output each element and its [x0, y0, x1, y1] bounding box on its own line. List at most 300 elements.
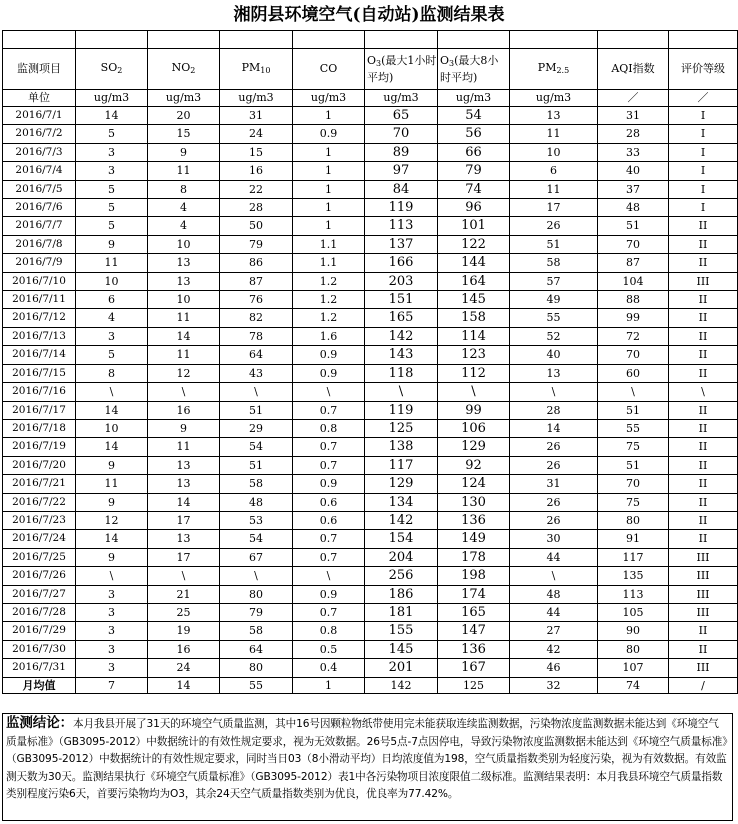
row-cell: 178 — [438, 548, 510, 566]
row-cell: 0.9 — [293, 475, 365, 493]
unit-aqi: ／ — [598, 90, 669, 107]
row-cell: 101 — [438, 217, 510, 235]
row-cell: 14 — [76, 107, 148, 125]
unit-label: 单位 — [3, 90, 76, 107]
row-cell: \ — [76, 383, 148, 401]
row-cell: 58 — [220, 475, 293, 493]
row-cell: 1 — [293, 199, 365, 217]
row-cell: 84 — [365, 180, 438, 198]
row-date: 2016/7/20 — [3, 456, 76, 474]
row-date: 2016/7/16 — [3, 383, 76, 401]
row-cell: 5 — [76, 180, 148, 198]
row-cell: 6 — [76, 291, 148, 309]
row-cell: 135 — [598, 567, 669, 585]
row-cell: 11 — [510, 125, 598, 143]
row-cell: 51 — [220, 401, 293, 419]
unit-o3-8h: ug/m3 — [438, 90, 510, 107]
row-cell: 3 — [76, 327, 148, 345]
row-cell: 16 — [148, 401, 220, 419]
row-cell: 92 — [438, 456, 510, 474]
row-cell: 143 — [365, 346, 438, 364]
row-cell: 130 — [438, 493, 510, 511]
row-cell: 26 — [510, 438, 598, 456]
row-date: 2016/7/22 — [3, 493, 76, 511]
row-cell: \ — [76, 567, 148, 585]
row-date: 2016/7/29 — [3, 622, 76, 640]
row-date: 2016/7/14 — [3, 346, 76, 364]
row-cell: 76 — [220, 291, 293, 309]
row-cell: 14 — [76, 401, 148, 419]
row-cell: I — [669, 125, 738, 143]
row-cell: 27 — [510, 622, 598, 640]
row-cell: 72 — [598, 327, 669, 345]
average-cell: 55 — [220, 677, 293, 693]
row-cell: 0.7 — [293, 603, 365, 621]
row-cell: 112 — [438, 364, 510, 382]
row-cell: 99 — [598, 309, 669, 327]
row-cell: 44 — [510, 603, 598, 621]
header-o3-8h: $O_3$(最大8小时平均) — [438, 49, 510, 90]
row-cell: 13 — [148, 254, 220, 272]
row-cell: 64 — [220, 640, 293, 658]
header-pm10: $PM_{10}$ — [220, 49, 293, 90]
row-cell: 0.7 — [293, 401, 365, 419]
row-cell: 10 — [148, 235, 220, 253]
row-cell: 31 — [598, 107, 669, 125]
row-cell: 149 — [438, 530, 510, 548]
row-cell: 3 — [76, 603, 148, 621]
row-cell: 87 — [598, 254, 669, 272]
row-cell: II — [669, 530, 738, 548]
row-date: 2016/7/2 — [3, 125, 76, 143]
row-cell: 165 — [365, 309, 438, 327]
row-cell: II — [669, 401, 738, 419]
row-cell: 40 — [510, 346, 598, 364]
row-cell: 43 — [220, 364, 293, 382]
row-cell: 147 — [438, 622, 510, 640]
row-cell: 91 — [598, 530, 669, 548]
table-row — [3, 548, 738, 566]
header-no2: $NO_2$ — [148, 49, 220, 90]
row-cell: 3 — [76, 143, 148, 161]
average-cell: 1 — [293, 677, 365, 693]
row-cell: 137 — [365, 235, 438, 253]
row-cell: II — [669, 254, 738, 272]
row-cell: 13 — [510, 364, 598, 382]
row-cell: II — [669, 327, 738, 345]
row-cell: 1.2 — [293, 291, 365, 309]
table-row — [3, 125, 738, 143]
row-cell: 1.1 — [293, 254, 365, 272]
row-cell: 28 — [510, 401, 598, 419]
row-cell: II — [669, 309, 738, 327]
row-cell: 186 — [365, 585, 438, 603]
row-cell: II — [669, 456, 738, 474]
row-cell: 114 — [438, 327, 510, 345]
row-date: 2016/7/18 — [3, 419, 76, 437]
row-cell: 51 — [598, 401, 669, 419]
row-cell: 3 — [76, 622, 148, 640]
row-cell: 46 — [510, 659, 598, 677]
row-date: 2016/7/27 — [3, 585, 76, 603]
row-cell: 3 — [76, 640, 148, 658]
row-cell: 5 — [76, 346, 148, 364]
row-date: 2016/7/31 — [3, 659, 76, 677]
row-cell: 24 — [220, 125, 293, 143]
row-cell: 79 — [220, 603, 293, 621]
row-cell: 8 — [148, 180, 220, 198]
row-cell: 155 — [365, 622, 438, 640]
row-cell: 99 — [438, 401, 510, 419]
row-cell: I — [669, 199, 738, 217]
row-cell: 10 — [510, 143, 598, 161]
row-cell: 19 — [148, 622, 220, 640]
row-cell: \ — [669, 383, 738, 401]
row-cell: 55 — [510, 309, 598, 327]
row-cell: 50 — [220, 217, 293, 235]
conclusion-lead: 监测结论： — [6, 715, 73, 731]
row-cell: 28 — [220, 199, 293, 217]
unit-co: ug/m3 — [293, 90, 365, 107]
row-cell: \ — [220, 567, 293, 585]
table-row — [3, 272, 738, 290]
row-cell: 105 — [598, 603, 669, 621]
row-cell: 55 — [598, 419, 669, 437]
table-row — [3, 254, 738, 272]
table-row — [3, 493, 738, 511]
row-cell: I — [669, 180, 738, 198]
row-cell: 198 — [438, 567, 510, 585]
row-cell: 151 — [365, 291, 438, 309]
table-row — [3, 456, 738, 474]
row-cell: 145 — [438, 291, 510, 309]
row-cell: 52 — [510, 327, 598, 345]
table-row — [3, 511, 738, 529]
row-cell: III — [669, 548, 738, 566]
row-cell: 125 — [365, 419, 438, 437]
row-cell: 8 — [76, 364, 148, 382]
row-date: 2016/7/15 — [3, 364, 76, 382]
row-cell: 11 — [76, 475, 148, 493]
row-cell: 28 — [598, 125, 669, 143]
table-row — [3, 419, 738, 437]
row-cell: 44 — [510, 548, 598, 566]
row-cell: \ — [293, 383, 365, 401]
row-cell: I — [669, 143, 738, 161]
row-cell: 11 — [148, 346, 220, 364]
row-date: 2016/7/19 — [3, 438, 76, 456]
table-row — [3, 327, 738, 345]
row-cell: 13 — [148, 530, 220, 548]
row-cell: 66 — [438, 143, 510, 161]
row-cell: \ — [293, 567, 365, 585]
row-cell: II — [669, 640, 738, 658]
unit-so2: ug/m3 — [76, 90, 148, 107]
average-row — [3, 677, 738, 693]
row-cell: 3 — [76, 162, 148, 180]
row-cell: 1.2 — [293, 309, 365, 327]
row-cell: 13 — [148, 272, 220, 290]
row-cell: II — [669, 475, 738, 493]
row-cell: III — [669, 272, 738, 290]
average-cell: 142 — [365, 677, 438, 693]
row-date: 2016/7/5 — [3, 180, 76, 198]
row-cell: 79 — [220, 235, 293, 253]
row-cell: 64 — [220, 346, 293, 364]
row-cell: 70 — [598, 475, 669, 493]
row-cell: 26 — [510, 456, 598, 474]
row-cell: 58 — [220, 622, 293, 640]
row-cell: 9 — [76, 493, 148, 511]
row-cell: 134 — [365, 493, 438, 511]
row-cell: 12 — [76, 511, 148, 529]
table-row — [3, 567, 738, 585]
row-date: 2016/7/30 — [3, 640, 76, 658]
row-cell: 25 — [148, 603, 220, 621]
row-cell: 3 — [76, 659, 148, 677]
row-date: 2016/7/9 — [3, 254, 76, 272]
row-cell: 9 — [148, 419, 220, 437]
row-cell: 1 — [293, 162, 365, 180]
unit-pm10: ug/m3 — [220, 90, 293, 107]
row-cell: 107 — [598, 659, 669, 677]
row-cell: 11 — [148, 309, 220, 327]
row-cell: 0.8 — [293, 419, 365, 437]
row-cell: 16 — [220, 162, 293, 180]
row-cell: 1 — [293, 217, 365, 235]
row-cell: 0.5 — [293, 640, 365, 658]
row-cell: 17 — [148, 511, 220, 529]
header-grade: 评价等级 — [669, 49, 738, 90]
row-cell: 40 — [598, 162, 669, 180]
average-cell: 14 — [148, 677, 220, 693]
table-row — [3, 401, 738, 419]
unit-no2: ug/m3 — [148, 90, 220, 107]
table-row — [3, 143, 738, 161]
row-cell: \ — [598, 383, 669, 401]
row-cell: 58 — [510, 254, 598, 272]
row-cell: 48 — [510, 585, 598, 603]
unit-grade: ／ — [669, 90, 738, 107]
row-cell: 181 — [365, 603, 438, 621]
row-cell: 78 — [220, 327, 293, 345]
row-cell: 14 — [148, 493, 220, 511]
row-cell: \ — [148, 567, 220, 585]
row-cell: 129 — [438, 438, 510, 456]
row-cell: 86 — [220, 254, 293, 272]
row-cell: II — [669, 235, 738, 253]
row-cell: 97 — [365, 162, 438, 180]
row-cell: 11 — [510, 180, 598, 198]
row-cell: 154 — [365, 530, 438, 548]
table-row — [3, 309, 738, 327]
row-cell: 0.9 — [293, 364, 365, 382]
row-cell: II — [669, 511, 738, 529]
row-cell: 167 — [438, 659, 510, 677]
row-cell: 22 — [220, 180, 293, 198]
row-cell: 21 — [148, 585, 220, 603]
row-cell: 113 — [598, 585, 669, 603]
row-cell: 4 — [76, 309, 148, 327]
row-cell: 256 — [365, 567, 438, 585]
header-so2: $SO_2$ — [76, 49, 148, 90]
row-cell: 0.6 — [293, 493, 365, 511]
row-cell: 9 — [76, 456, 148, 474]
row-cell: 51 — [598, 217, 669, 235]
unit-row — [3, 90, 738, 107]
row-cell: 119 — [365, 401, 438, 419]
row-cell: 122 — [438, 235, 510, 253]
row-cell: 145 — [365, 640, 438, 658]
monitoring-conclusion — [2, 713, 733, 821]
row-cell: 136 — [438, 511, 510, 529]
row-cell: I — [669, 162, 738, 180]
row-cell: \ — [148, 383, 220, 401]
row-cell: 80 — [598, 511, 669, 529]
row-cell: 5 — [76, 217, 148, 235]
row-cell: 14 — [510, 419, 598, 437]
row-cell: 65 — [365, 107, 438, 125]
row-date: 2016/7/1 — [3, 107, 76, 125]
row-cell: II — [669, 438, 738, 456]
row-cell: 0.7 — [293, 456, 365, 474]
table-row — [3, 438, 738, 456]
row-cell: 12 — [148, 364, 220, 382]
row-cell: 113 — [365, 217, 438, 235]
header-row — [3, 49, 738, 90]
average-cell: 7 — [76, 677, 148, 693]
row-cell: 75 — [598, 493, 669, 511]
row-date: 2016/7/8 — [3, 235, 76, 253]
row-cell: \ — [438, 383, 510, 401]
row-cell: 14 — [148, 327, 220, 345]
average-label: 月均值 — [3, 677, 76, 693]
row-cell: 201 — [365, 659, 438, 677]
row-cell: 104 — [598, 272, 669, 290]
row-cell: 123 — [438, 346, 510, 364]
row-cell: 138 — [365, 438, 438, 456]
row-cell: 4 — [148, 217, 220, 235]
table-row — [3, 659, 738, 677]
row-cell: 30 — [510, 530, 598, 548]
row-cell: III — [669, 603, 738, 621]
table-row — [3, 180, 738, 198]
row-cell: 124 — [438, 475, 510, 493]
row-date: 2016/7/10 — [3, 272, 76, 290]
row-cell: 0.8 — [293, 622, 365, 640]
row-cell: 26 — [510, 217, 598, 235]
row-cell: 1.1 — [293, 235, 365, 253]
row-cell: 9 — [76, 235, 148, 253]
row-cell: \ — [510, 567, 598, 585]
row-date: 2016/7/17 — [3, 401, 76, 419]
row-date: 2016/7/11 — [3, 291, 76, 309]
row-cell: 13 — [148, 475, 220, 493]
row-cell: 1.6 — [293, 327, 365, 345]
header-o3-1h: $O_3$(最大1小时平均) — [365, 49, 438, 90]
row-cell: 14 — [76, 530, 148, 548]
row-cell: 74 — [438, 180, 510, 198]
conclusion-text: 本月我县开展了31天的环境空气质量监测，其中16号因颗粒物纸带使用完未能获取连续监测数据，污染物浓度监测数据未能达到《环境空气质量标准》（GB3095-2012）中数据统计的有效性规定要求，视为无效数据。26号5点-7点因停电，导致污染物浓度监测数据未能达到《环境空气质量标准》（GB3095-2012）中数据统计的有效性规定要求，同时当日03（8小滑动平均）日均浓度值为198，空气质量指数类别为轻度污染，视为有效数据。有效监测天数为30天。监测结果执行《环境空气质量标准》（GB3095-2012）表1中各污染物项目浓度限值二级标准。监测结果表明：本月我县环境空气质量指数类别程度污染6天，首要污染物均为O3，其余24天空气质量指数类别为优良，优良率为77.42%。 — [6, 718, 728, 800]
row-cell: 165 — [438, 603, 510, 621]
row-cell: 14 — [76, 438, 148, 456]
row-cell: 174 — [438, 585, 510, 603]
row-cell: 80 — [598, 640, 669, 658]
row-cell: 29 — [220, 419, 293, 437]
table-row — [3, 162, 738, 180]
row-cell: 136 — [438, 640, 510, 658]
row-cell: 54 — [220, 530, 293, 548]
row-cell: 70 — [598, 235, 669, 253]
row-cell: 48 — [598, 199, 669, 217]
row-cell: 1.2 — [293, 272, 365, 290]
row-cell: 48 — [220, 493, 293, 511]
row-date: 2016/7/26 — [3, 567, 76, 585]
row-date: 2016/7/24 — [3, 530, 76, 548]
row-date: 2016/7/4 — [3, 162, 76, 180]
row-cell: 0.4 — [293, 659, 365, 677]
row-cell: 57 — [510, 272, 598, 290]
row-cell: 96 — [438, 199, 510, 217]
row-cell: 0.7 — [293, 530, 365, 548]
row-cell: III — [669, 567, 738, 585]
row-date: 2016/7/7 — [3, 217, 76, 235]
row-date: 2016/7/23 — [3, 511, 76, 529]
row-cell: 5 — [76, 125, 148, 143]
row-cell: 0.7 — [293, 548, 365, 566]
table-row — [3, 107, 738, 125]
row-cell: 37 — [598, 180, 669, 198]
unit-pm25: ug/m3 — [510, 90, 598, 107]
row-date: 2016/7/25 — [3, 548, 76, 566]
average-cell: 74 — [598, 677, 669, 693]
table-row — [3, 383, 738, 401]
header-pm25: $PM_{2.5}$ — [510, 49, 598, 90]
table-row — [3, 585, 738, 603]
row-cell: 17 — [148, 548, 220, 566]
row-cell: 33 — [598, 143, 669, 161]
row-cell: 142 — [365, 511, 438, 529]
row-cell: 49 — [510, 291, 598, 309]
row-cell: 118 — [365, 364, 438, 382]
row-cell: 51 — [220, 456, 293, 474]
row-cell: 15 — [220, 143, 293, 161]
row-cell: 10 — [76, 272, 148, 290]
row-cell: 0.6 — [293, 511, 365, 529]
row-cell: 87 — [220, 272, 293, 290]
row-cell: 1 — [293, 143, 365, 161]
row-cell: 158 — [438, 309, 510, 327]
row-cell: 90 — [598, 622, 669, 640]
row-cell: 11 — [148, 438, 220, 456]
row-cell: \ — [510, 383, 598, 401]
row-cell: 20 — [148, 107, 220, 125]
average-cell: 125 — [438, 677, 510, 693]
row-cell: 9 — [148, 143, 220, 161]
row-date: 2016/7/12 — [3, 309, 76, 327]
unit-o3-1h: ug/m3 — [365, 90, 438, 107]
row-cell: 203 — [365, 272, 438, 290]
row-cell: 0.7 — [293, 438, 365, 456]
row-cell: 0.9 — [293, 585, 365, 603]
report-title: 湘阴县环境空气(自动站)监测结果表 — [233, 5, 505, 25]
row-cell: III — [669, 585, 738, 603]
row-date: 2016/7/6 — [3, 199, 76, 217]
row-cell: 70 — [365, 125, 438, 143]
table-row — [3, 217, 738, 235]
row-cell: 79 — [438, 162, 510, 180]
row-cell: 51 — [510, 235, 598, 253]
